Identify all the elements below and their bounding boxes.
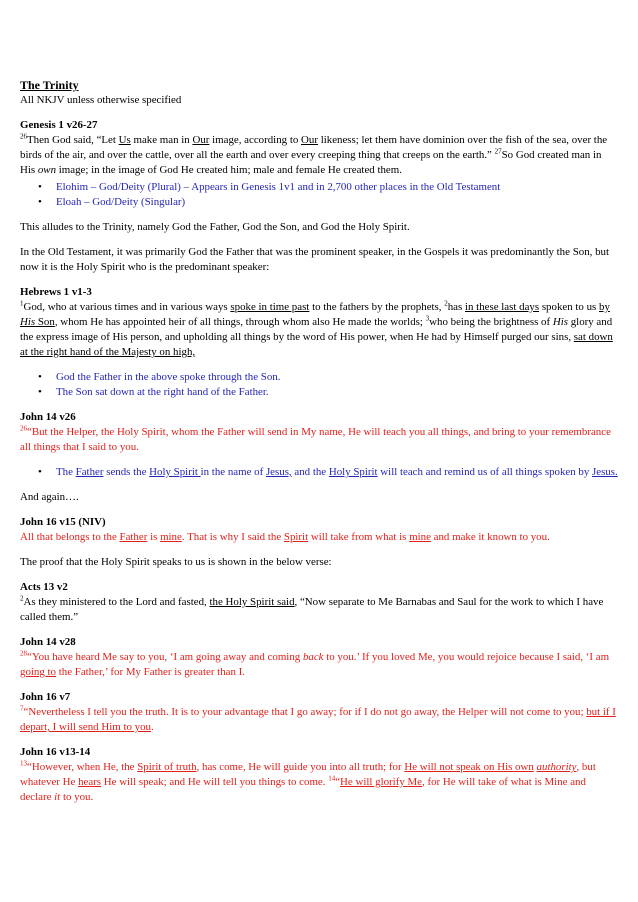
paragraph-trinity: This alludes to the Trinity, namely God the Father, God the Son, and God the Holy Spirit. bbox=[20, 221, 410, 233]
john-16-15-reference: John 16 v15 (NIV) bbox=[20, 516, 106, 528]
john-16-7-reference: John 16 v7 bbox=[20, 691, 71, 703]
paragraph-speakers: In the Old Testament, it was primarily God the Father that was the prominent speaker, in the Gospels it was predominantly the Son, but now it is the Holy Spirit who is the predominant speaker: bbox=[20, 246, 609, 273]
john-14-26-notes-list bbox=[20, 465, 618, 480]
john-14-28-verse: $^{28}$“You have heard Me say to you, ‘I am going away and coming back to you.’ If you loved Me, you would rejoice because I said, ‘I am going to the Father,’ for My Father is greater than I. bbox=[20, 649, 610, 678]
page-title: The Trinity bbox=[20, 78, 79, 92]
john-16-13-verse: $^{13}$“However, when He, the Spirit of truth, has come, He will guide you into all truth; for He will not speak on His own authority, but whatever He hears He will speak; and He will tell you things to come. $^{14}$“He will glorify Me, for He will take of what is Mine and declare it to you. bbox=[20, 759, 596, 803]
john-16-15-verse: All that belongs to the Father is mine. That is why I said the Spirit will take from what is mine and make it known to you. bbox=[20, 531, 550, 543]
verse-number: 26 bbox=[20, 132, 27, 141]
genesis-notes-list bbox=[20, 180, 618, 210]
verse-number: 13 bbox=[20, 759, 27, 768]
verse-number: 28 bbox=[20, 649, 27, 658]
list-item: • The Son sat down at the right hand of the Father. bbox=[56, 385, 618, 400]
list-item: • Elohim – God/Deity (Plural) – Appears in Genesis 1v1 and in 2,700 other places in the Old Testament bbox=[56, 180, 618, 195]
verse-number: 2 bbox=[444, 299, 448, 308]
paragraph-and-again: And again…. bbox=[20, 491, 79, 503]
verse-number: 2 bbox=[20, 594, 24, 603]
verse-number: 27 bbox=[494, 147, 502, 156]
list-item: • God the Father in the above spoke through the Son. bbox=[56, 370, 618, 385]
verse-number: 3 bbox=[425, 314, 430, 323]
acts-13-2-reference: Acts 13 v2 bbox=[20, 581, 68, 593]
genesis-reference: Genesis 1 v26-27 bbox=[20, 119, 98, 131]
paragraph-proof: The proof that the Holy Spirit speaks to us is shown in the below verse: bbox=[20, 556, 332, 568]
hebrews-reference: Hebrews 1 v1-3 bbox=[20, 286, 92, 298]
acts-13-2-verse: $^2$As they ministered to the Lord and fasted, the Holy Spirit said, “Now separate to Me Barnabas and Saul for the work to which I have called them.” bbox=[20, 594, 604, 623]
john-16-13-reference: John 16 v13-14 bbox=[20, 746, 91, 758]
list-item: • The Father sends the Holy Spirit in the name of Jesus, and the Holy Spirit will teach and remind us of all things spoken by Jesus. bbox=[56, 465, 618, 480]
genesis-verse: $^{26}$Then God said, “Let Us make man in Our image, according to Our likeness; let them have dominion over the fish of the sea, over the birds of the air, and over the cattle, over all the earth and over every creeping thing that creeps on the earth.” $^{27}$So God created man in His own image; in the image of God He created him; male and female He created them. bbox=[20, 132, 608, 176]
hebrews-notes-list bbox=[20, 370, 618, 400]
verse-number: 7 bbox=[20, 704, 24, 713]
john-14-26-reference: John 14 v26 bbox=[20, 411, 76, 423]
verse-number: 26 bbox=[20, 424, 27, 433]
hebrews-verse: $^1$God, who at various times and in various ways spoke in time past to the fathers by the prophets, $^2$has in these last days spoken to us by His Son, whom He has appointed heir of all things, through whom also He made the worlds; $^3$who being the brightness of His glory and the express image of His person, and upholding all things by the word of His power, when He had by Himself purged our sins, sat down at the right hand of the Majesty on high, bbox=[20, 299, 613, 358]
verse-number: 14 bbox=[328, 774, 336, 783]
john-14-28-reference: John 14 v28 bbox=[20, 636, 76, 648]
list-item: • Eloah – God/Deity (Singular) bbox=[56, 195, 618, 210]
verse-number: 1 bbox=[20, 299, 24, 308]
john-16-7-verse: $^7$“Nevertheless I tell you the truth. It is to your advantage that I go away; for if I do not go away, the Helper will not come to you; but if I depart, I will send Him to you. bbox=[20, 704, 616, 733]
page-subtitle: All NKJV unless otherwise specified bbox=[20, 94, 182, 106]
john-14-26-verse: $^{26}$“But the Helper, the Holy Spirit, whom the Father will send in My name, He will teach you all things, and bring to your remembrance all things that I said to you. bbox=[20, 424, 611, 453]
